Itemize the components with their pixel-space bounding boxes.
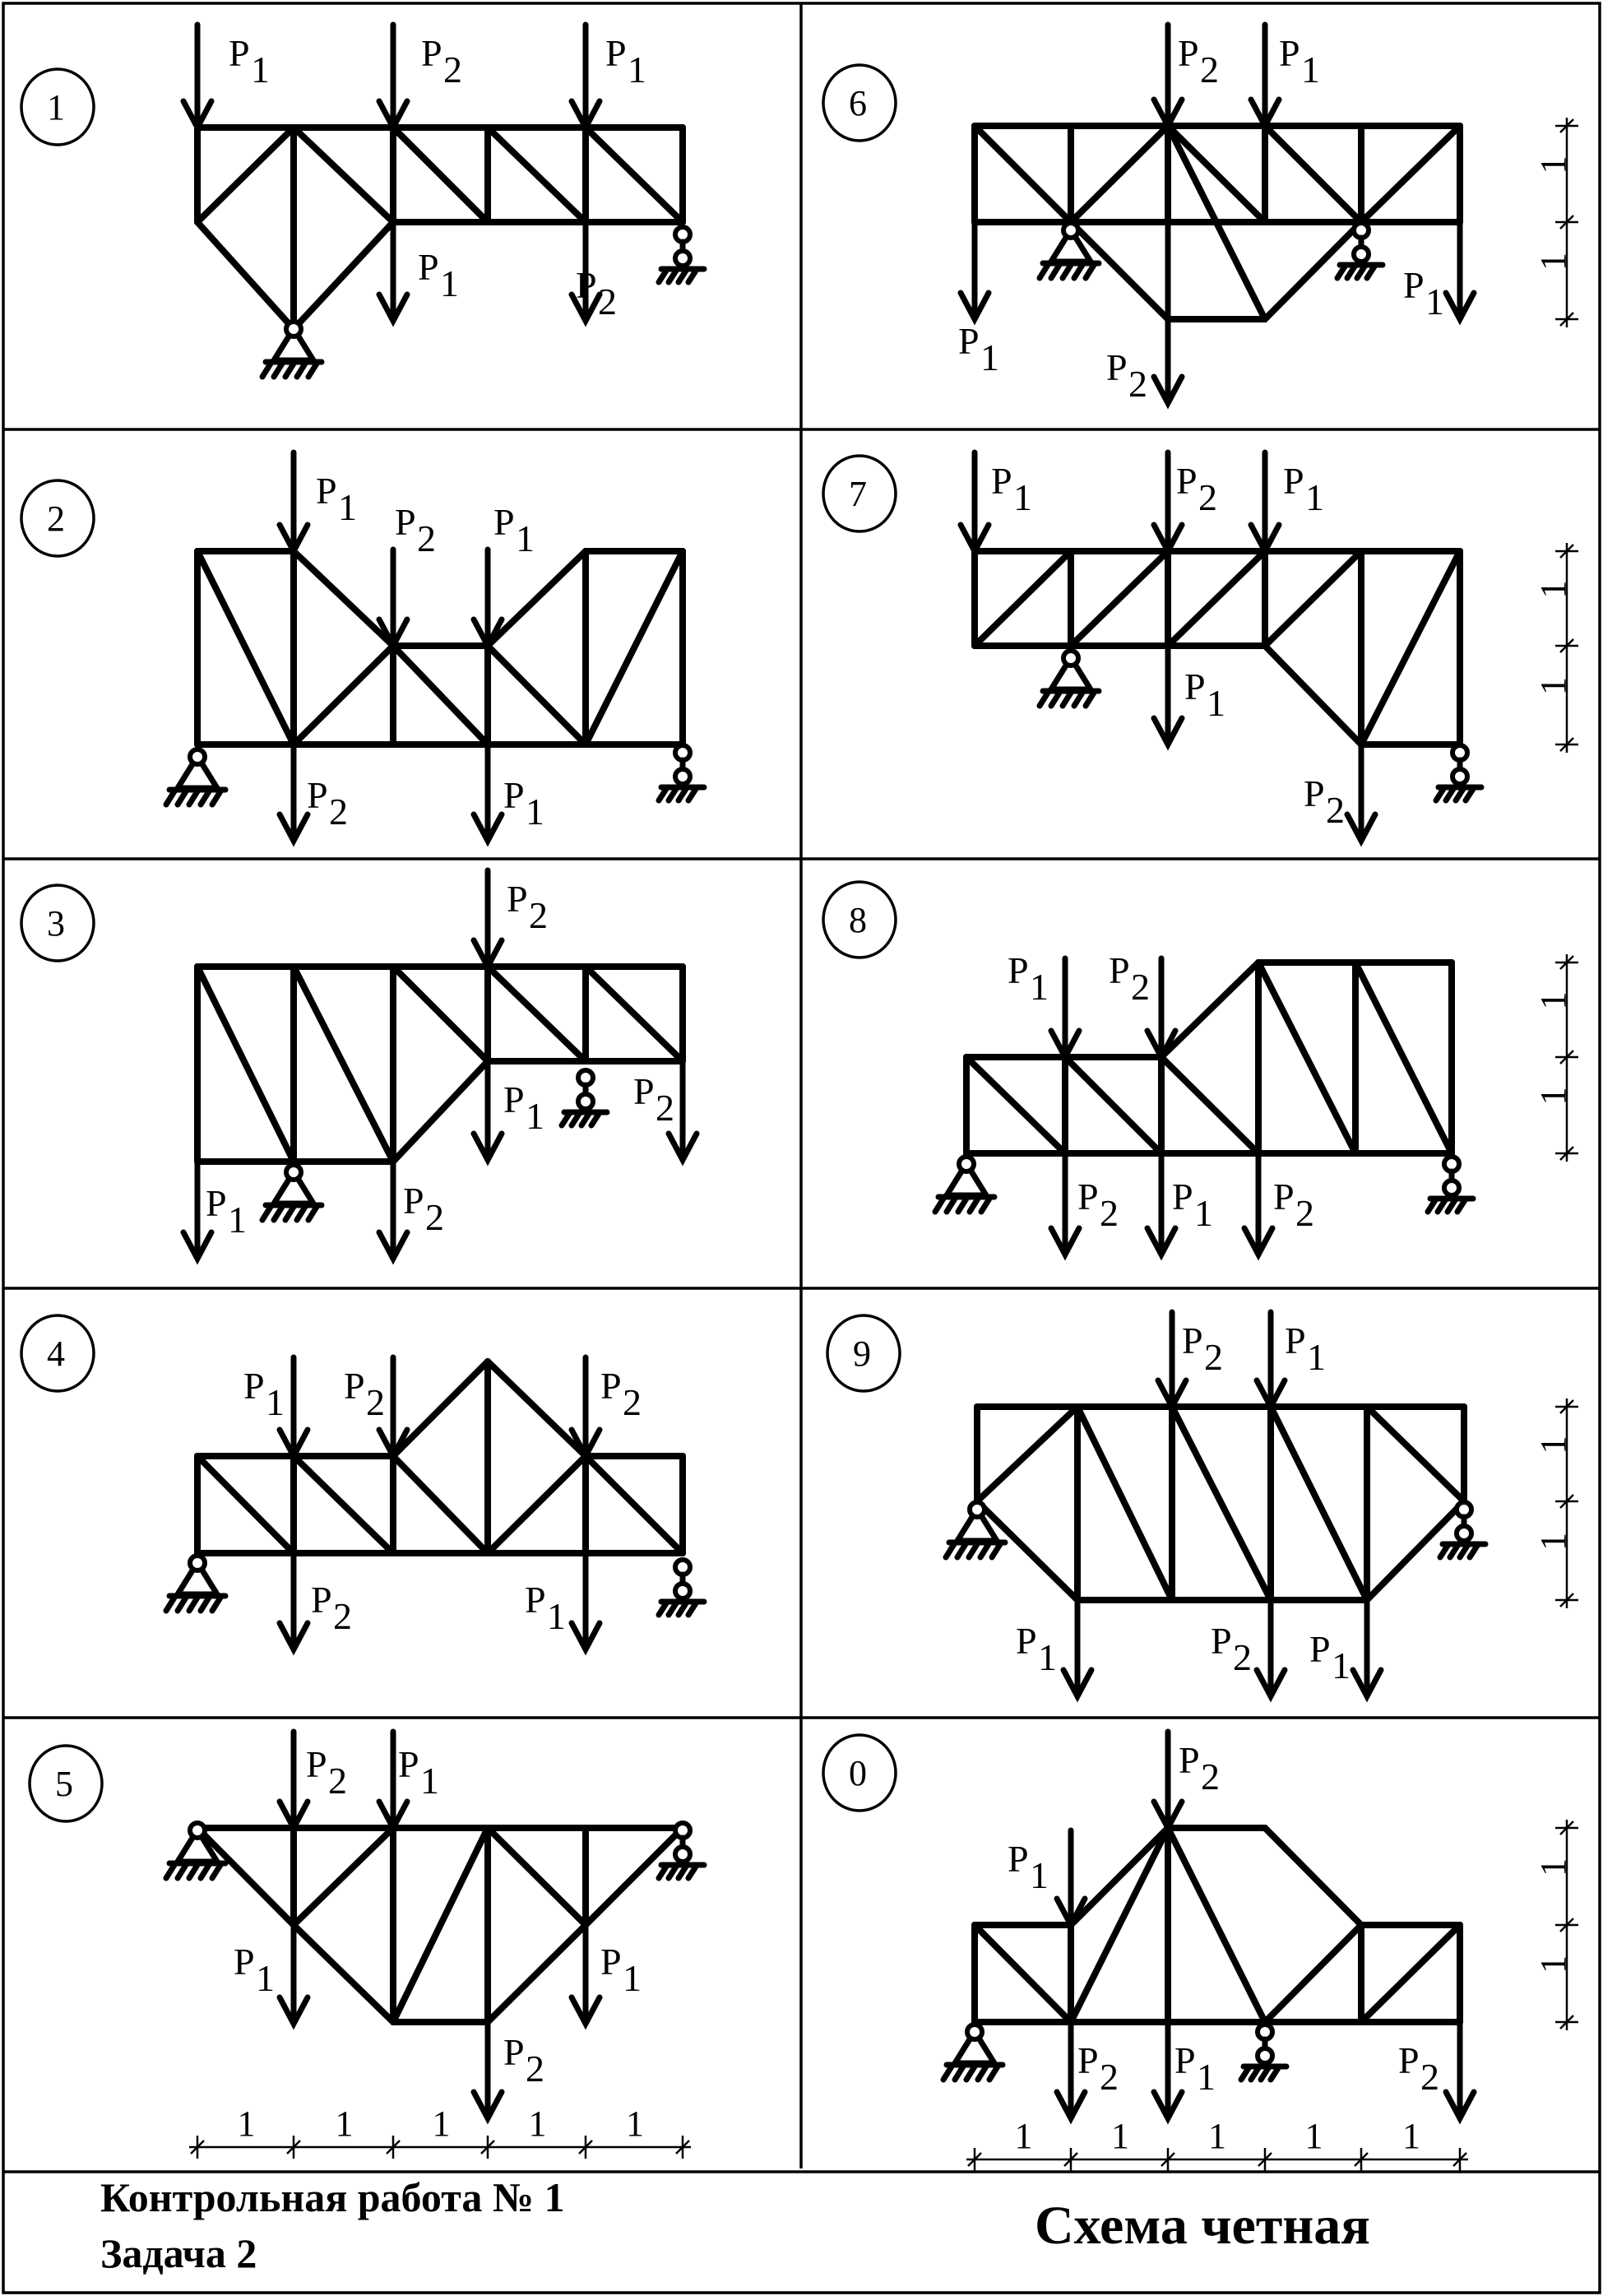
- load-p1-arrow: [1008, 949, 1079, 1057]
- pinned-support: [262, 1165, 322, 1220]
- load-label-subscript: 1: [1301, 49, 1320, 90]
- load-p1-arrow: [234, 1925, 308, 2024]
- scheme-number-text: 4: [47, 1334, 65, 1374]
- load-label-subscript: 1: [1030, 1854, 1049, 1896]
- scheme-number-text: 9: [853, 1334, 871, 1374]
- truss-bar: [294, 222, 393, 329]
- truss-bar: [294, 551, 393, 646]
- truss-bar: [294, 1456, 393, 1553]
- load-label-p1: P: [958, 320, 980, 362]
- load-label-p2: P: [307, 774, 328, 816]
- load-p1-arrow: [474, 744, 544, 841]
- truss-bar: [488, 1925, 586, 2022]
- load-p2-arrow: [474, 870, 548, 967]
- load-label-p2: P: [1077, 2039, 1099, 2081]
- load-p1-arrow: [572, 25, 646, 128]
- load-p1-arrow: [1154, 646, 1225, 744]
- pinned-support: [1040, 651, 1099, 706]
- dimension-value: 1: [1402, 2116, 1420, 2156]
- dimension-value: 1: [1111, 2116, 1129, 2156]
- load-label-p1: P: [1184, 666, 1206, 707]
- load-label-p2: P: [403, 1180, 424, 1222]
- truss-bar: [1168, 1828, 1265, 2022]
- truss-bar: [294, 1828, 393, 1925]
- pinned-support: [946, 1502, 1005, 1557]
- load-label-p2: P: [1179, 1739, 1200, 1781]
- load-label-p2: P: [503, 2031, 525, 2073]
- load-label-subscript: 2: [1233, 1636, 1252, 1678]
- truss-scheme-6: [975, 126, 1460, 222]
- load-p1-arrow: [1309, 1600, 1381, 1696]
- truss-bar: [1367, 1501, 1464, 1600]
- pinned-support: [1040, 223, 1099, 278]
- truss-bar: [975, 1925, 1071, 2022]
- load-p1-arrow: [183, 25, 270, 128]
- truss-bar: [294, 1925, 393, 2022]
- load-label-subscript: 2: [417, 517, 436, 559]
- load-p1-arrow: [1251, 452, 1324, 551]
- truss-scheme-2: [197, 551, 683, 744]
- height-dimension: [1533, 1398, 1578, 1608]
- truss-scheme-9: [977, 1407, 1464, 1600]
- truss-bar: [197, 551, 294, 744]
- load-label-subscript: 2: [1420, 2056, 1439, 2098]
- load-label-subscript: 1: [547, 1595, 566, 1637]
- truss-bar: [393, 646, 488, 744]
- load-label-p1: P: [316, 470, 337, 512]
- load-label-subscript: 1: [1194, 1192, 1213, 1234]
- load-label-p2: P: [633, 1070, 655, 1112]
- load-label-p1: P: [206, 1182, 227, 1224]
- load-p2-arrow: [1154, 452, 1217, 551]
- load-p1-arrow: [1257, 1312, 1326, 1407]
- load-p1-arrow: [379, 1732, 439, 1828]
- work-title: Контрольная работа № 1: [100, 2174, 565, 2220]
- scheme-number-5: [30, 1746, 102, 1821]
- roller-support: [1428, 1157, 1473, 1212]
- load-label-p1: P: [1285, 1320, 1306, 1361]
- load-p2-arrow: [572, 1357, 642, 1456]
- load-label-subscript: 2: [656, 1087, 674, 1129]
- truss-bar: [294, 128, 393, 222]
- scheme-number-8: [823, 882, 896, 958]
- truss-bar: [1071, 1828, 1168, 2022]
- truss-bar: [1168, 551, 1265, 646]
- load-label-subscript: 2: [623, 1381, 642, 1423]
- load-p1-arrow: [1251, 25, 1320, 126]
- load-p2-arrow: [1398, 2022, 1474, 2118]
- truss-bar: [1271, 1407, 1367, 1600]
- truss-bar: [393, 1828, 488, 2022]
- load-p2-arrow: [572, 222, 617, 322]
- load-label-subscript: 2: [1204, 1336, 1223, 1378]
- truss-bar: [1361, 551, 1460, 744]
- load-label-p2: P: [421, 32, 442, 74]
- roller-support: [659, 745, 704, 800]
- scheme-number-3: [21, 885, 94, 961]
- load-label-subscript: 2: [1128, 363, 1147, 405]
- scheme-number-0: [823, 1735, 896, 1811]
- load-label-p2: P: [395, 501, 416, 543]
- load-label-subscript: 1: [1030, 966, 1049, 1008]
- load-label-p1: P: [525, 1579, 546, 1621]
- dimension-value: 1: [1533, 677, 1573, 695]
- load-label-p1: P: [1283, 460, 1304, 502]
- truss-bar: [1077, 1407, 1172, 1600]
- load-label-subscript: 1: [1305, 476, 1324, 518]
- load-label-subscript: 1: [440, 262, 459, 304]
- load-label-p2: P: [600, 1365, 622, 1407]
- load-label-subscript: 1: [526, 1095, 544, 1137]
- load-p2-arrow: [1154, 1732, 1220, 1828]
- truss-bar: [1065, 1057, 1161, 1153]
- truss-bar: [488, 551, 586, 646]
- load-label-p2: P: [1176, 460, 1198, 502]
- scheme-number-4: [21, 1315, 94, 1391]
- load-p2-arrow: [344, 1357, 407, 1456]
- truss-bar: [488, 1361, 586, 1456]
- scheme-type: Схема четная: [1035, 2196, 1370, 2256]
- dimension-value: 1: [1533, 1087, 1573, 1106]
- pinned-support: [262, 322, 322, 377]
- truss-bar: [977, 1501, 1077, 1600]
- load-label-subscript: 2: [526, 2048, 544, 2090]
- load-p2-arrow: [1158, 1312, 1223, 1407]
- scheme-number-text: 1: [47, 87, 65, 128]
- roller-support: [1440, 1502, 1485, 1557]
- height-dimension: [1533, 954, 1578, 1162]
- load-p1-arrow: [474, 1061, 544, 1160]
- load-label-p1: P: [243, 1365, 265, 1407]
- load-p2-arrow: [280, 1732, 347, 1828]
- load-label-subscript: 2: [333, 1595, 352, 1637]
- load-label-p1: P: [1279, 32, 1300, 74]
- load-label-p2: P: [1106, 346, 1128, 388]
- roller-support: [562, 1070, 607, 1125]
- dimension-value: 1: [626, 2104, 644, 2144]
- truss-bar: [586, 967, 683, 1061]
- truss-bar: [1071, 126, 1168, 222]
- load-label-p1: P: [1309, 1628, 1331, 1670]
- dimension-value: 1: [528, 2104, 547, 2144]
- load-label-subscript: 1: [516, 517, 535, 559]
- load-label-subscript: 1: [228, 1199, 247, 1241]
- load-label-subscript: 2: [1201, 1756, 1220, 1797]
- truss-bar: [1367, 1407, 1464, 1501]
- load-p1-arrow: [1154, 2022, 1216, 2118]
- scheme-number-text: 0: [849, 1753, 867, 1793]
- roller-support: [659, 1560, 704, 1615]
- load-label-p2: P: [1182, 1320, 1203, 1361]
- roller-support: [1337, 223, 1383, 278]
- pinned-support: [935, 1157, 994, 1212]
- load-label-subscript: 1: [526, 791, 544, 833]
- load-label-subscript: 2: [329, 791, 348, 833]
- truss-bar: [294, 967, 393, 1162]
- load-label-p1: P: [503, 1078, 525, 1120]
- truss-bar: [966, 1057, 1065, 1153]
- load-label-subscript: 2: [443, 49, 462, 90]
- load-label-p2: P: [1273, 1176, 1295, 1218]
- truss-bar: [197, 222, 294, 329]
- dimension-value: 1: [1533, 155, 1573, 174]
- scheme-number-text: 6: [849, 83, 867, 123]
- load-label-p2: P: [1211, 1620, 1232, 1662]
- load-label-subscript: 1: [1332, 1644, 1351, 1686]
- load-p1-arrow: [1403, 222, 1474, 322]
- scheme-number-9: [827, 1315, 900, 1391]
- span-dimension: [966, 2116, 1468, 2171]
- load-label-p1: P: [493, 501, 515, 543]
- load-label-p1: P: [503, 774, 525, 816]
- scheme-number-7: [823, 456, 896, 531]
- load-p2-arrow: [1154, 25, 1219, 126]
- truss-bar: [197, 128, 294, 222]
- load-p1-arrow: [961, 452, 1032, 551]
- load-label-subscript: 1: [1013, 476, 1032, 518]
- load-label-p2: P: [507, 878, 528, 920]
- load-label-p1: P: [398, 1743, 419, 1785]
- roller-support: [1436, 745, 1481, 800]
- truss-bar: [197, 1456, 294, 1553]
- truss-bar: [1265, 551, 1361, 646]
- truss-bar: [393, 967, 488, 1061]
- load-p2-arrow: [379, 1162, 444, 1259]
- scheme-number-text: 7: [849, 474, 867, 514]
- load-label-p2: P: [1178, 32, 1199, 74]
- truss-bar: [586, 551, 683, 744]
- truss-bar: [586, 1456, 683, 1553]
- roller-support: [659, 227, 704, 282]
- load-label-subscript: 2: [1100, 1192, 1119, 1234]
- load-label-p2: P: [311, 1579, 332, 1621]
- load-label-p1: P: [1016, 1620, 1037, 1662]
- load-p1-arrow: [525, 1553, 600, 1649]
- dimension-value: 1: [1208, 2116, 1226, 2156]
- load-label-subscript: 1: [1197, 2056, 1216, 2098]
- load-label-subscript: 2: [1131, 966, 1150, 1008]
- truss-bar: [1265, 1828, 1361, 1925]
- load-label-p1: P: [1008, 1838, 1029, 1880]
- roller-support: [1241, 2025, 1286, 2080]
- load-label-p1: P: [418, 246, 439, 288]
- load-label-p2: P: [1109, 949, 1130, 991]
- load-label-subscript: 2: [1100, 2056, 1119, 2098]
- load-p1-arrow: [183, 1162, 247, 1259]
- load-p2-arrow: [280, 1553, 352, 1649]
- truss-bar: [1168, 126, 1265, 222]
- height-dimension: [1533, 543, 1578, 753]
- scheme-number-text: 2: [47, 499, 65, 539]
- truss-bar: [1071, 1828, 1168, 1925]
- scheme-number-2: [21, 480, 94, 556]
- load-label-p2: P: [344, 1365, 365, 1407]
- truss-bar: [586, 128, 683, 222]
- scheme-number-text: 8: [849, 900, 867, 940]
- load-label-p1: P: [1172, 1176, 1193, 1218]
- load-label-p2: P: [1398, 2039, 1420, 2081]
- dimension-value: 1: [432, 2104, 451, 2144]
- roller-support: [659, 1823, 704, 1878]
- truss-bar: [1361, 1925, 1460, 2022]
- truss-bar: [1265, 1925, 1361, 2022]
- dimension-value: 1: [1533, 1436, 1573, 1454]
- truss-bar: [294, 646, 393, 744]
- load-p1-arrow: [474, 501, 535, 646]
- load-label-p2: P: [1077, 1176, 1099, 1218]
- scheme-number-1: [21, 69, 94, 145]
- truss-bar: [1355, 962, 1452, 1153]
- truss-bar: [393, 1361, 488, 1456]
- truss-bar: [488, 1456, 586, 1553]
- height-dimension: [1533, 118, 1578, 327]
- dimension-value: 1: [1533, 1533, 1573, 1551]
- load-label-p1: P: [991, 460, 1012, 502]
- truss-bar: [1161, 962, 1258, 1057]
- load-label-subscript: 1: [623, 1957, 642, 1999]
- load-label-subscript: 2: [1326, 789, 1345, 831]
- load-label-subscript: 1: [1207, 682, 1225, 724]
- load-label-p2: P: [576, 264, 597, 306]
- truss-scheme-3: [197, 967, 683, 1162]
- load-label-p1: P: [1008, 949, 1029, 991]
- load-p2-arrow: [379, 25, 462, 128]
- dimension-value: 1: [1533, 1858, 1573, 1876]
- truss-bar: [1172, 1407, 1271, 1600]
- load-label-subscript: 1: [1307, 1336, 1326, 1378]
- truss-bar: [488, 1828, 586, 1925]
- load-label-subscript: 1: [1425, 281, 1444, 322]
- load-p2-arrow: [280, 744, 348, 841]
- truss-bar: [488, 128, 586, 222]
- dimension-value: 1: [1304, 2116, 1323, 2156]
- load-label-p1: P: [1403, 264, 1425, 306]
- load-p2-arrow: [633, 1061, 697, 1160]
- load-label-subscript: 2: [598, 281, 617, 322]
- truss-bar: [977, 1407, 1077, 1501]
- load-p1-arrow: [280, 452, 357, 551]
- load-label-p1: P: [229, 32, 250, 74]
- task-label: Задача 2: [100, 2230, 257, 2276]
- load-p2-arrow: [1106, 222, 1182, 405]
- load-p2-arrow: [1304, 744, 1375, 841]
- pinned-support: [943, 2025, 1003, 2080]
- dimension-value: 1: [1533, 991, 1573, 1010]
- truss-bar: [393, 128, 488, 222]
- load-p1-arrow: [1008, 1830, 1085, 1925]
- load-label-p1: P: [605, 32, 627, 74]
- truss-bar: [1265, 646, 1361, 744]
- truss-bar: [1258, 962, 1355, 1153]
- load-label-subscript: 1: [628, 49, 646, 90]
- truss-bar: [1071, 222, 1361, 319]
- truss-bar: [393, 1061, 488, 1162]
- scheme-number-text: 5: [55, 1764, 73, 1804]
- truss-bar: [1361, 126, 1460, 222]
- pinned-support: [166, 1556, 225, 1611]
- load-label-p2: P: [306, 1743, 327, 1785]
- load-label-subscript: 1: [256, 1957, 275, 1999]
- truss-bar: [1071, 551, 1168, 646]
- load-label-p1: P: [600, 1941, 622, 1983]
- load-p1-arrow: [1016, 1600, 1091, 1696]
- load-label-p1: P: [234, 1941, 255, 1983]
- load-p2-arrow: [1051, 1153, 1119, 1255]
- load-label-subscript: 2: [1200, 49, 1219, 90]
- dimension-value: 1: [1533, 253, 1573, 271]
- load-p1-arrow: [379, 222, 459, 321]
- height-dimension: [1533, 1820, 1578, 2030]
- load-p2-arrow: [1244, 1153, 1314, 1255]
- load-label-p1: P: [1174, 2039, 1196, 2081]
- load-label-subscript: 1: [420, 1760, 439, 1802]
- pinned-support: [166, 749, 225, 805]
- dimension-value: 1: [335, 2104, 354, 2144]
- scheme-number-6: [823, 65, 896, 141]
- truss-bar: [975, 551, 1071, 646]
- load-label-subscript: 1: [266, 1381, 285, 1423]
- load-p1-arrow: [243, 1357, 308, 1456]
- dimension-value: 1: [1533, 1955, 1573, 1974]
- load-p1-arrow: [572, 1925, 642, 2024]
- load-p2-arrow: [1211, 1600, 1285, 1696]
- load-label-subscript: 2: [366, 1381, 385, 1423]
- truss-bar: [197, 967, 294, 1162]
- load-p2-arrow: [1109, 949, 1175, 1057]
- dimension-value: 1: [1014, 2116, 1033, 2156]
- truss-bar: [975, 126, 1071, 222]
- load-p2-arrow: [1057, 2022, 1119, 2118]
- load-label-subscript: 1: [1038, 1636, 1057, 1678]
- load-label-subscript: 1: [338, 486, 357, 528]
- load-label-subscript: 1: [251, 49, 270, 90]
- truss-bar: [1265, 126, 1361, 222]
- dimension-value: 1: [237, 2104, 256, 2144]
- load-p2-arrow: [379, 501, 436, 646]
- load-p1-arrow: [958, 222, 999, 378]
- load-p1-arrow: [1147, 1153, 1213, 1255]
- load-label-p2: P: [1304, 772, 1325, 814]
- load-label-subscript: 2: [1295, 1192, 1314, 1234]
- span-dimension: [189, 2104, 691, 2159]
- truss-bar: [488, 967, 586, 1061]
- scheme-number-text: 3: [47, 903, 65, 944]
- load-label-subscript: 2: [1198, 476, 1217, 518]
- load-label-subscript: 2: [425, 1196, 444, 1238]
- load-label-subscript: 2: [328, 1760, 347, 1802]
- load-label-subscript: 1: [980, 336, 999, 378]
- truss-bar: [393, 1456, 488, 1553]
- dimension-value: 1: [1533, 580, 1573, 599]
- truss-bar: [488, 646, 586, 744]
- load-label-subscript: 2: [529, 894, 548, 936]
- truss-bar: [1161, 1057, 1258, 1153]
